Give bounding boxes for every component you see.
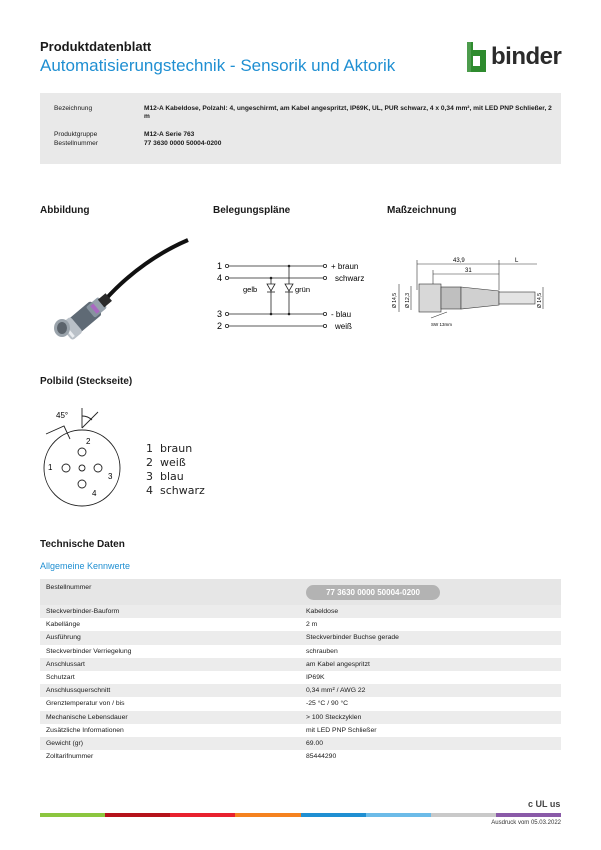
dim-label: Ø 14,5 — [537, 292, 543, 308]
color-segment — [301, 813, 366, 817]
tech-table-body — [40, 605, 561, 763]
table-row — [40, 645, 561, 658]
wiring-pin-label: 3 — [217, 309, 223, 319]
table-row — [40, 618, 561, 631]
tech-subheading: Allgemeine Kennwerte — [40, 561, 131, 571]
table-row — [40, 605, 561, 618]
table-row — [40, 697, 561, 710]
row-value: Kabeldose — [306, 608, 339, 615]
row-value: am Kabel angespritzt — [306, 660, 370, 668]
color-segment — [40, 813, 105, 817]
legend-color: braun — [160, 442, 193, 455]
info-value: M12-A Serie 763 — [144, 131, 195, 138]
junction-dot — [288, 265, 291, 268]
pin-number: 3 — [108, 472, 113, 481]
pin-number: 1 — [48, 463, 53, 472]
pin-number: 2 — [86, 437, 91, 446]
row-key: Ausführung — [46, 634, 81, 642]
row-key: Schutzart — [46, 673, 75, 681]
row-value: IP69K — [306, 673, 325, 681]
print-date: Ausdruck vom 05.03.2022 — [491, 820, 561, 826]
logo-text: binder — [491, 43, 562, 70]
led-label-gruen: grün — [295, 285, 311, 294]
dim-label: L — [515, 258, 519, 264]
color-segment — [235, 813, 300, 817]
ul-certification-mark: c UL us — [528, 799, 561, 809]
row-key: Gewicht (gr) — [46, 739, 84, 747]
legend-num: 4 — [146, 484, 153, 497]
junction-dot — [270, 313, 273, 316]
row-value: mit LED PNP Schließer — [306, 726, 377, 734]
color-segment — [105, 813, 170, 817]
pin-number: 4 — [92, 489, 97, 498]
table-row — [40, 737, 561, 750]
junction-dot — [270, 277, 273, 280]
row-key: Kabellänge — [46, 621, 81, 629]
legend-num: 3 — [146, 470, 153, 483]
legend-num: 1 — [146, 442, 153, 455]
tech-table-header — [40, 579, 561, 605]
table-row — [40, 724, 561, 737]
wiring-pin-label: 4 — [217, 273, 223, 283]
document-label: Produktdatenblatt — [40, 39, 152, 54]
legend-color: blau — [160, 470, 184, 483]
info-value: 77 3630 0000 50004-0200 — [144, 140, 222, 147]
row-value: -25 °C / 90 °C — [306, 700, 349, 708]
wiring-diagram — [213, 254, 373, 334]
product-info-box — [40, 93, 561, 164]
footer-color-bar — [40, 813, 561, 817]
table-row — [40, 711, 561, 724]
dim-label: SW 13mm — [431, 322, 453, 327]
dim-label: 31 — [465, 268, 472, 274]
dim-label: Ø 14,5 — [392, 292, 398, 308]
wiring-wire-label: schwarz — [335, 274, 365, 283]
wiring-wire-label: weiß — [335, 322, 352, 331]
row-value: schrauben — [306, 647, 338, 655]
table-row — [40, 671, 561, 684]
page-title: Automatisierungstechnik - Sensorik und Aktorik — [40, 56, 396, 75]
info-key: Produktgruppe — [54, 131, 98, 138]
row-value: 2 m — [306, 621, 318, 629]
tech-heading: Technische Daten — [40, 539, 125, 550]
row-key: Steckverbinder-Bauform — [46, 608, 120, 615]
table-row — [40, 631, 561, 644]
angle-label: 45° — [56, 411, 69, 420]
dim-label: Ø 12,3 — [405, 292, 411, 308]
row-value: Steckverbinder Buchse gerade — [306, 634, 399, 642]
legend-color: schwarz — [160, 484, 205, 497]
section-mass: Maßzeichnung — [387, 205, 457, 216]
color-segment — [431, 813, 496, 817]
row-value: 69.00 — [306, 739, 324, 747]
led-label-gelb: gelb — [243, 285, 258, 294]
junction-dot — [288, 313, 291, 316]
section-polbild: Polbild (Steckseite) — [40, 376, 133, 387]
row-value: 85444290 — [306, 753, 337, 761]
tech-table — [40, 579, 561, 763]
section-abbildung: Abbildung — [40, 205, 90, 216]
order-key: Bestellnummer — [46, 584, 92, 591]
row-key: Anschlussquerschnitt — [46, 687, 111, 695]
legend-color: weiß — [160, 456, 186, 469]
dimension-drawing — [387, 254, 557, 334]
pin-diagram — [36, 404, 216, 514]
row-key: Zolltarifnummer — [46, 753, 94, 761]
row-key: Grenztemperatur von / bis — [46, 700, 125, 708]
section-belegung: Belegungspläne — [213, 205, 291, 216]
row-key: Anschlussart — [46, 660, 85, 668]
table-row — [40, 658, 561, 671]
legend-num: 2 — [146, 456, 153, 469]
wiring-pin-label: 2 — [217, 321, 223, 331]
info-value: M12-A Kabeldose, Polzahl: 4, ungeschirmt, am Kabel angespritzt, IP69K, UL, PUR schwarz, 4 x 0,34 mm², mit LED PNP Schließer, 2 m — [144, 105, 552, 120]
binder-logo-icon — [466, 42, 490, 72]
color-segment — [496, 813, 561, 817]
wiring-wire-label: + braun — [331, 262, 359, 271]
row-value: 0,34 mm² / AWG 22 — [306, 687, 366, 695]
row-value: > 100 Steckzyklen — [306, 713, 362, 721]
binder-logo — [466, 42, 564, 72]
info-key: Bezeichnung — [54, 105, 93, 112]
dim-label: 43,9 — [453, 258, 465, 264]
color-segment — [170, 813, 235, 817]
table-row — [40, 750, 561, 763]
wiring-pin-label: 1 — [217, 261, 223, 271]
row-key: Mechanische Lebensdauer — [46, 713, 128, 721]
info-key: Bestellnummer — [54, 140, 98, 147]
color-segment — [366, 813, 431, 817]
row-key: Zusätzliche Informationen — [46, 726, 124, 734]
order-number-badge: 77 3630 0000 50004-0200 — [306, 585, 440, 600]
wiring-wire-label: - blau — [331, 310, 352, 319]
row-key: Steckverbinder Verriegelung — [46, 647, 132, 655]
product-image — [40, 232, 200, 342]
table-row — [40, 684, 561, 697]
